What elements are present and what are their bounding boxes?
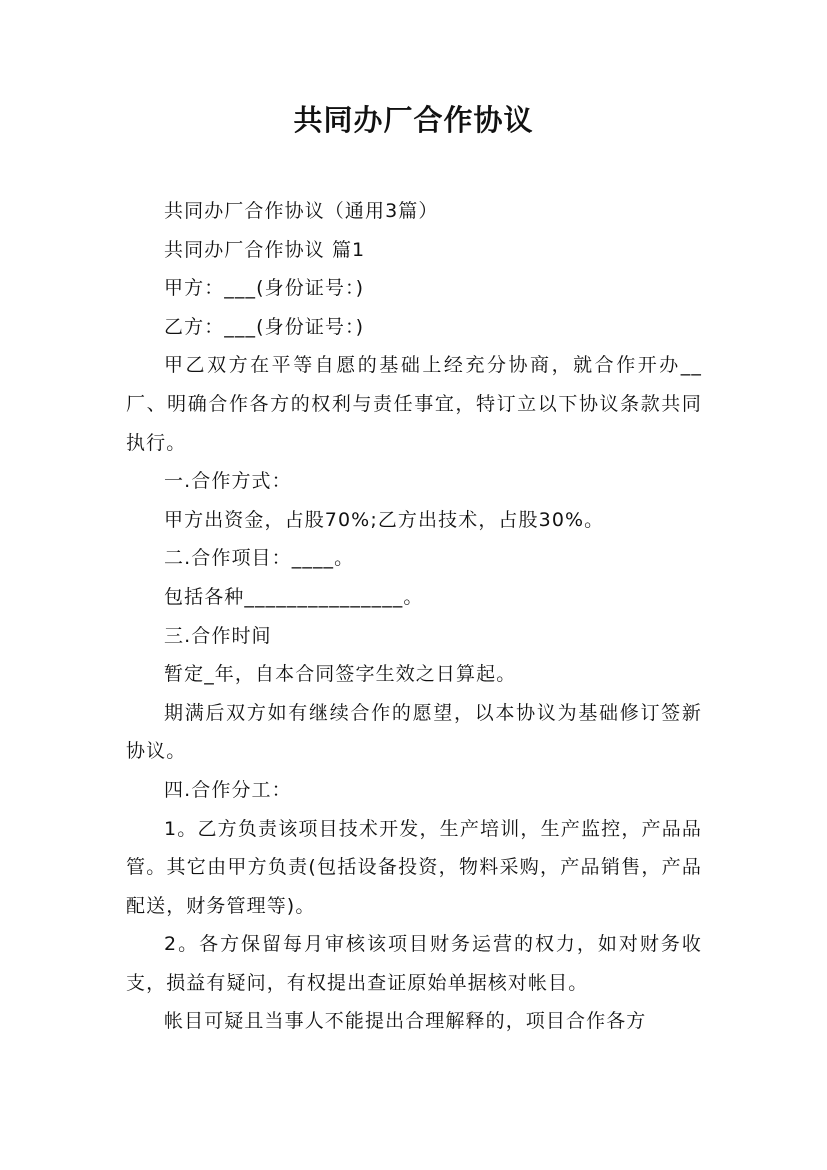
paragraph-heading-project: 二.合作项目：____。	[164, 547, 355, 570]
paragraph-accounts: 帐目可疑且当事人不能提出合理解释的，项目合作各方	[164, 1010, 647, 1033]
paragraph-preamble: 甲乙双方在平等自愿的基础上经充分协商，就合作开办__厂、明确合作各方的权利与责任事宜，特订立以下协议条款共同执行。	[126, 354, 702, 454]
paragraph-renewal: 期满后双方如有继续合作的愿望，以本协议为基础修订签新协议。	[126, 701, 702, 763]
paragraph-heading-cooperation-mode: 一.合作方式：	[164, 470, 292, 493]
document-body	[126, 192, 702, 1041]
paragraph-shares: 甲方出资金，占股70%;乙方出技术，占股30%。	[164, 508, 605, 531]
paragraph-intro-title: 共同办厂合作协议（通用3篇）	[164, 200, 439, 222]
paragraph-party-b: 乙方：___(身份证号：)	[164, 315, 365, 338]
paragraph-heading-time: 三.合作时间	[164, 624, 272, 647]
paragraph-division-2: 2。各方保留每月审核该项目财务运营的权力，如对财务收支，损益有疑问，有权提出查证原始单据核对帐目。	[126, 933, 702, 994]
document-title: 共同办厂合作协议	[293, 103, 534, 137]
paragraph-division-1: 1。乙方负责该项目技术开发，生产培训，生产监控，产品品管。其它由甲方负责(包括设备投资，物料采购，产品销售，产品配送，财务管理等)。	[126, 817, 702, 917]
paragraph-party-a: 甲方：___(身份证号：)	[164, 277, 365, 300]
paragraph-project-scope: 包括各种_______________。	[164, 585, 424, 608]
paragraph-section-heading: 共同办厂合作协议 篇1	[164, 238, 366, 261]
paragraph-heading-division: 四.合作分工：	[164, 778, 292, 801]
paragraph-duration: 暂定_年，自本合同签字生效之日算起。	[164, 663, 517, 686]
